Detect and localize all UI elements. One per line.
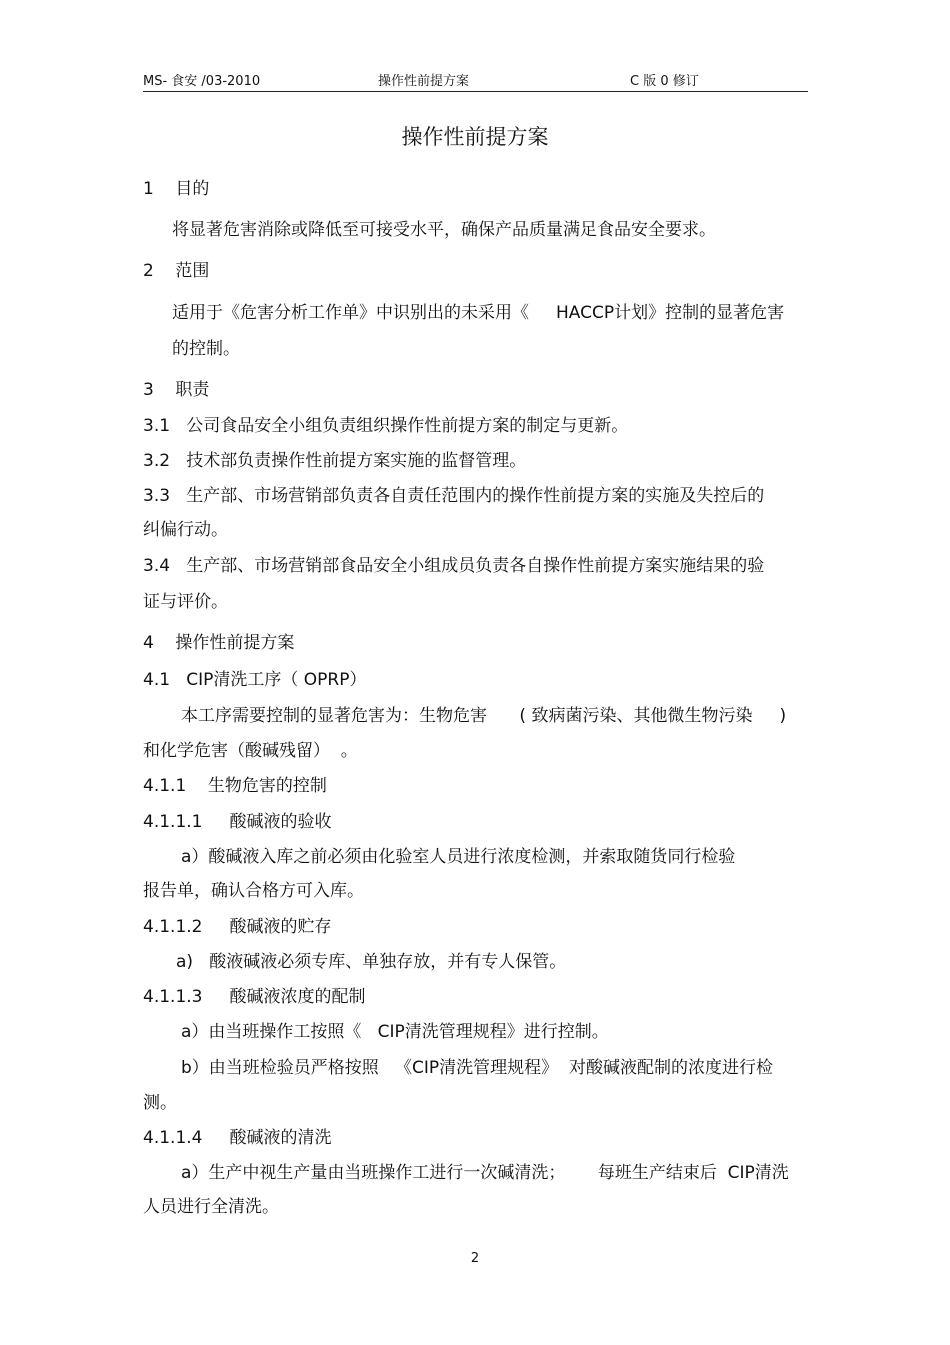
header-doc-title: 操作性前提方案 [378,74,470,89]
paragraph-line: 报告单，确认合格方可入库。 [143,881,364,901]
paragraph-line: 纠偏行动。 [143,520,228,540]
paragraph-line: b）由当班检验员严格按照 《CIP清洗管理规程》 对酸碱液配制的浓度进行检 [181,1058,773,1078]
paragraph-line: 的控制。 [172,339,240,359]
section-heading: 1 目的 [143,179,210,199]
section-heading: 2 范围 [143,261,210,281]
paragraph-line: 和化学危害（酸碱残留） 。 [143,741,358,761]
page-number: 2 [470,1251,480,1266]
section-heading: 4 操作性前提方案 [143,633,295,653]
subsection-heading: 4.1.1.2 酸碱液的贮存 [143,917,332,937]
page-title: 操作性前提方案 [401,125,549,149]
header-doc-code: MS- 食安 /03-2010 [143,74,261,89]
paragraph-line: 3.1 公司食品安全小组负责组织操作性前提方案的制定与更新。 [143,416,629,436]
paragraph-line: a) 酸液碱液必须专库、单独存放，并有专人保管。 [176,952,567,972]
header-revision: C 版 0 修订 [630,74,699,89]
subsection-heading: 4.1 CIP清洗工序（ OPRP） [143,670,367,690]
paragraph-line: a）酸碱液入库之前必须由化验室人员进行浓度检测，并索取随货同行检验 [181,847,736,867]
paragraph-line: 人员进行全清洗。 [143,1197,279,1217]
subsection-heading: 4.1.1 生物危害的控制 [143,776,327,796]
paragraph-line: 3.2 技术部负责操作性前提方案实施的监督管理。 [143,451,527,471]
paragraph-line: 3.4 生产部、市场营销部食品安全小组成员负责各自操作性前提方案实施结果的验 [143,556,765,576]
paragraph-line: 本工序需要控制的显著危害为：生物危害 ( 致病菌污染、其他微生物污染 ) [181,706,787,726]
paragraph-line: 将显著危害消除或降低至可接受水平，确保产品质量满足食品安全要求。 [172,220,716,240]
paragraph-line: a）由当班操作工按照《 CIP清洗管理规程》进行控制。 [181,1022,609,1042]
subsection-heading: 4.1.1.3 酸碱液浓度的配制 [143,987,366,1007]
section-heading: 3 职责 [143,380,210,400]
subsection-heading: 4.1.1.1 酸碱液的验收 [143,812,332,832]
paragraph-line: a）生产中视生产量由当班操作工进行一次碱清洗； 每班生产结束后 CIP清洗 [181,1163,789,1183]
paragraph-line: 适用于《危害分析工作单》中识别出的未采用《 HACCP计划》控制的显著危害 [172,303,785,323]
paragraph-line: 3.3 生产部、市场营销部负责各自责任范围内的操作性前提方案的实施及失控后的 [143,486,765,506]
subsection-heading: 4.1.1.4 酸碱液的清洗 [143,1128,332,1148]
paragraph-line: 证与评价。 [143,592,228,612]
paragraph-line: 测。 [143,1093,177,1113]
header-rule [143,91,808,92]
